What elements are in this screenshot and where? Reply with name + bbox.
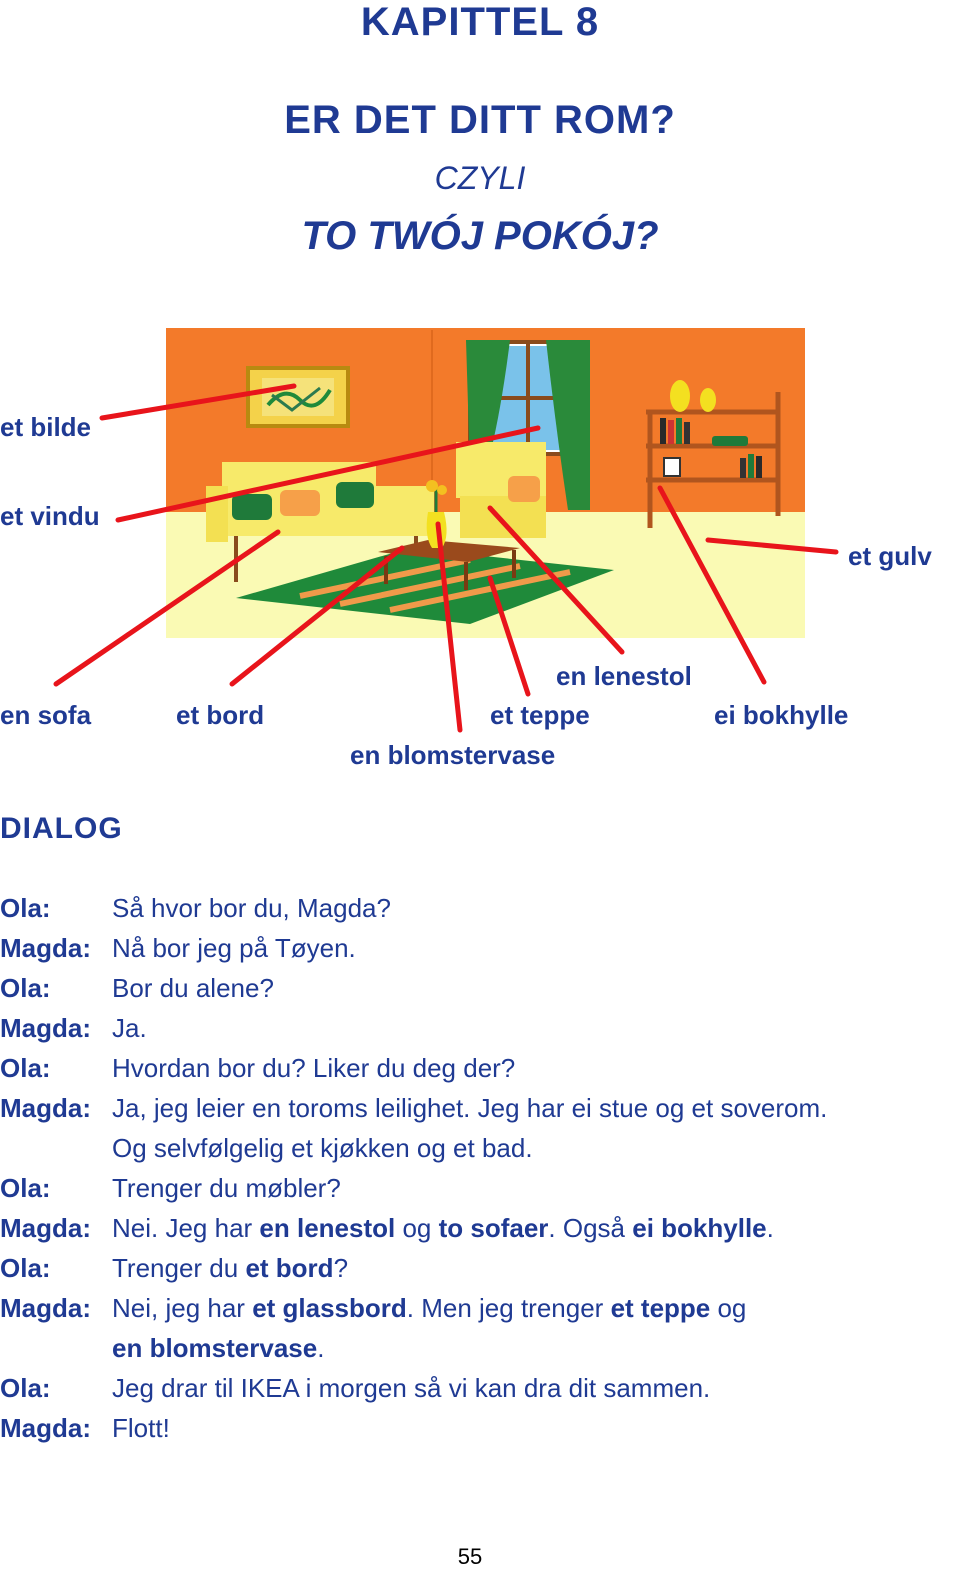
dialog-lines: [0, 888, 960, 1448]
dialog-line: [0, 1048, 960, 1088]
dialog-line: [0, 968, 960, 1008]
dialog-line: [0, 888, 960, 928]
dialog-speaker: Ola:: [0, 1173, 51, 1203]
dialog-text: Jeg drar til IKEA i morgen så vi kan dra dit sammen.: [112, 1373, 711, 1403]
dialog-text: Hvordan bor du? Liker du deg der?: [112, 1053, 516, 1083]
vocab-gulv: et gulv: [848, 541, 932, 571]
vocab-highlight: et bord: [245, 1253, 334, 1283]
room-picture: [166, 328, 805, 638]
dialog-speaker: Magda:: [0, 1413, 91, 1443]
vocab-bord: et bord: [176, 700, 265, 730]
dialog-text-part: Nei. Jeg har: [112, 1213, 260, 1243]
dialog-line: [0, 1088, 960, 1128]
dialog-line: [0, 1128, 960, 1168]
page-subtitle: TO TWÓJ POKÓJ?: [301, 214, 659, 258]
vocab-teppe: et teppe: [490, 700, 590, 730]
dialog-line: [0, 1248, 960, 1288]
dialog-text: [112, 1328, 324, 1368]
vocab-blomstervase: en blomstervase: [350, 740, 556, 770]
dialog-text: [112, 1288, 746, 1328]
dialog-text-part: ?: [333, 1253, 349, 1283]
dialog-speaker: Magda:: [0, 933, 91, 963]
dialog-text: Og selvfølgelig et kjøkken og et bad.: [112, 1133, 533, 1163]
vocab-bilde: et bilde: [0, 412, 92, 442]
vocab-highlight: en blomstervase: [112, 1333, 318, 1363]
dialog-line: [0, 1008, 960, 1048]
wall-picture: [248, 368, 348, 426]
dialog-line: [0, 1408, 960, 1448]
dialog-speaker: Ola:: [0, 1373, 51, 1403]
title-connector: CZYLI: [434, 160, 526, 196]
dialog-line: [0, 1288, 960, 1328]
dialog-text: Flott!: [112, 1413, 170, 1443]
dialog-text-part: .: [317, 1333, 325, 1363]
dialog-line: [0, 1368, 960, 1408]
dialog-text: Nå bor jeg på Tøyen.: [112, 933, 356, 963]
vocab-vindu: et vindu: [0, 501, 100, 531]
dialog-text: Så hvor bor du, Magda?: [112, 893, 391, 923]
vocab-highlight: et glassbord: [252, 1293, 407, 1323]
dialog-speaker: Ola:: [0, 1253, 51, 1283]
dialog-text: [112, 1248, 348, 1288]
dialog-text-part: . Men jeg trenger: [406, 1293, 611, 1323]
dialog-text-part: .: [766, 1213, 774, 1243]
dialog-text-part: Trenger du: [112, 1253, 246, 1283]
vocab-highlight: et teppe: [610, 1293, 711, 1323]
flower-vase: [426, 480, 447, 548]
dialog-speaker: Ola:: [0, 1053, 51, 1083]
dialog-line: [0, 1168, 960, 1208]
chapter-heading: KAPITTEL 8: [360, 0, 600, 44]
page-number: 55: [457, 1544, 483, 1569]
vocab-lenestol: en lenestol: [556, 661, 692, 691]
dialog-speaker: Ola:: [0, 893, 51, 923]
vocab-highlight: ei bokhylle: [632, 1213, 767, 1243]
dialog-line: [0, 928, 960, 968]
vocab-sofa: en sofa: [0, 700, 92, 730]
dialog-text: Ja, jeg leier en toroms leilighet. Jeg har ei stue og et soverom.: [112, 1093, 828, 1123]
dialog-speaker: Magda:: [0, 1093, 91, 1123]
vocab-bokhylle: ei bokhylle: [714, 700, 849, 730]
page-title: ER DET DITT ROM?: [284, 98, 676, 142]
dialog-speaker: Magda:: [0, 1293, 91, 1323]
dialog-speaker: Ola:: [0, 973, 51, 1003]
dialog-text-part: . Også: [548, 1213, 633, 1243]
vocab-highlight: en lenestol: [259, 1213, 396, 1243]
dialog-line: [0, 1328, 960, 1368]
vocab-highlight: to sofaer: [438, 1213, 549, 1243]
dialog-text: Trenger du møbler?: [112, 1173, 341, 1203]
dialog-speaker: Magda:: [0, 1213, 91, 1243]
dialog-heading: DIALOG: [0, 812, 123, 845]
dialog-speaker: Magda:: [0, 1013, 91, 1043]
dialog-text-part: og: [710, 1293, 747, 1323]
dialog-text: Bor du alene?: [112, 973, 274, 1003]
dialog-line: [0, 1208, 960, 1248]
dialog-text: [112, 1208, 774, 1248]
dialog-text-part: og: [395, 1213, 439, 1243]
dialog-text-part: Nei, jeg har: [112, 1293, 253, 1323]
dialog-text: Ja.: [112, 1013, 147, 1043]
